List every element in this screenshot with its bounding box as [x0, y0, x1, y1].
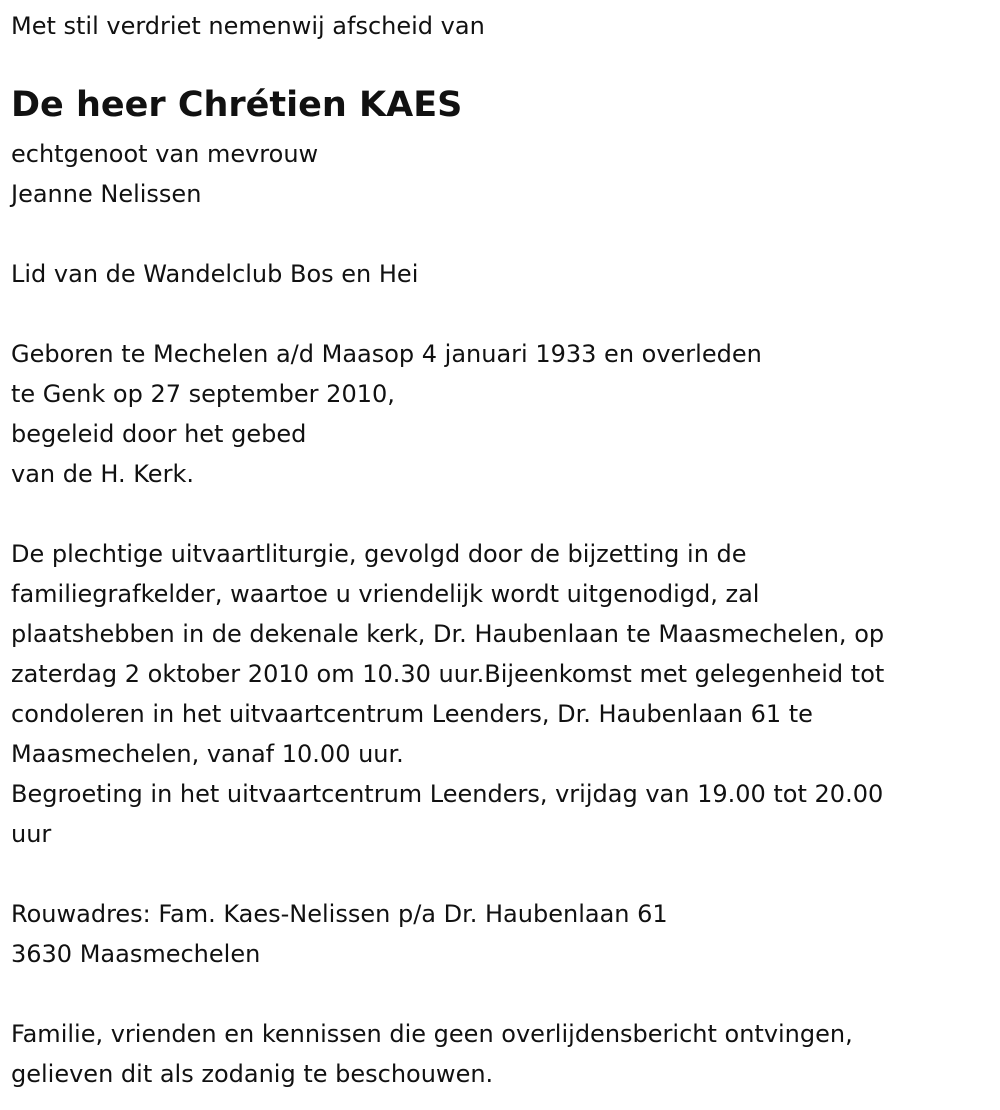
birth-death-line: te Genk op 27 september 2010, [11, 380, 395, 408]
address-line: Rouwadres: Fam. Kaes-Nelissen p/a Dr. Haubenlaan 61 [11, 900, 668, 928]
funeral-line: familiegrafkelder, waartoe u vriendelijk wordt uitgenodigd, zal [11, 580, 760, 608]
funeral-line: zaterdag 2 oktober 2010 om 10.30 uur.Bijeenkomst met gelegenheid tot [11, 660, 885, 688]
funeral-line: condoleren in het uitvaartcentrum Leenders, Dr. Haubenlaan 61 te [11, 700, 813, 728]
spouse-line: echtgenoot van mevrouw [11, 140, 319, 168]
closing-line: gelieven dit als zodanig te beschouwen. [11, 1060, 494, 1088]
birth-death-block [11, 334, 762, 494]
birth-death-line: Geboren te Mechelen a/d Maasop 4 januari 1933 en overleden [11, 340, 762, 368]
birth-death-line: van de H. Kerk. [11, 460, 194, 488]
funeral-line: Begroeting in het uitvaartcentrum Leenders, vrijdag van 19.00 tot 20.00 [11, 780, 884, 808]
birth-death-line: begeleid door het gebed [11, 420, 307, 448]
spouse-block [11, 134, 318, 214]
spouse-line: Jeanne Nelissen [11, 180, 202, 208]
closing-line: Familie, vrienden en kennissen die geen overlijdensbericht ontvingen, [11, 1020, 853, 1048]
funeral-line: De plechtige uitvaartliturgie, gevolgd door de bijzetting in de [11, 540, 747, 568]
membership-line: Lid van de Wandelclub Bos en Hei [11, 260, 419, 288]
deceased-name: De heer Chrétien KAES [11, 85, 463, 125]
membership-block [11, 254, 418, 294]
address-block [11, 894, 668, 974]
intro-text: Met stil verdriet nemenwij afscheid van [11, 12, 485, 40]
funeral-line: plaatshebben in de dekenale kerk, Dr. Haubenlaan te Maasmechelen, op [11, 620, 885, 648]
funeral-line: uur [11, 820, 52, 848]
funeral-line: Maasmechelen, vanaf 10.00 uur. [11, 740, 404, 768]
funeral-block [11, 534, 884, 854]
closing-block [11, 1014, 853, 1094]
address-line: 3630 Maasmechelen [11, 940, 261, 968]
